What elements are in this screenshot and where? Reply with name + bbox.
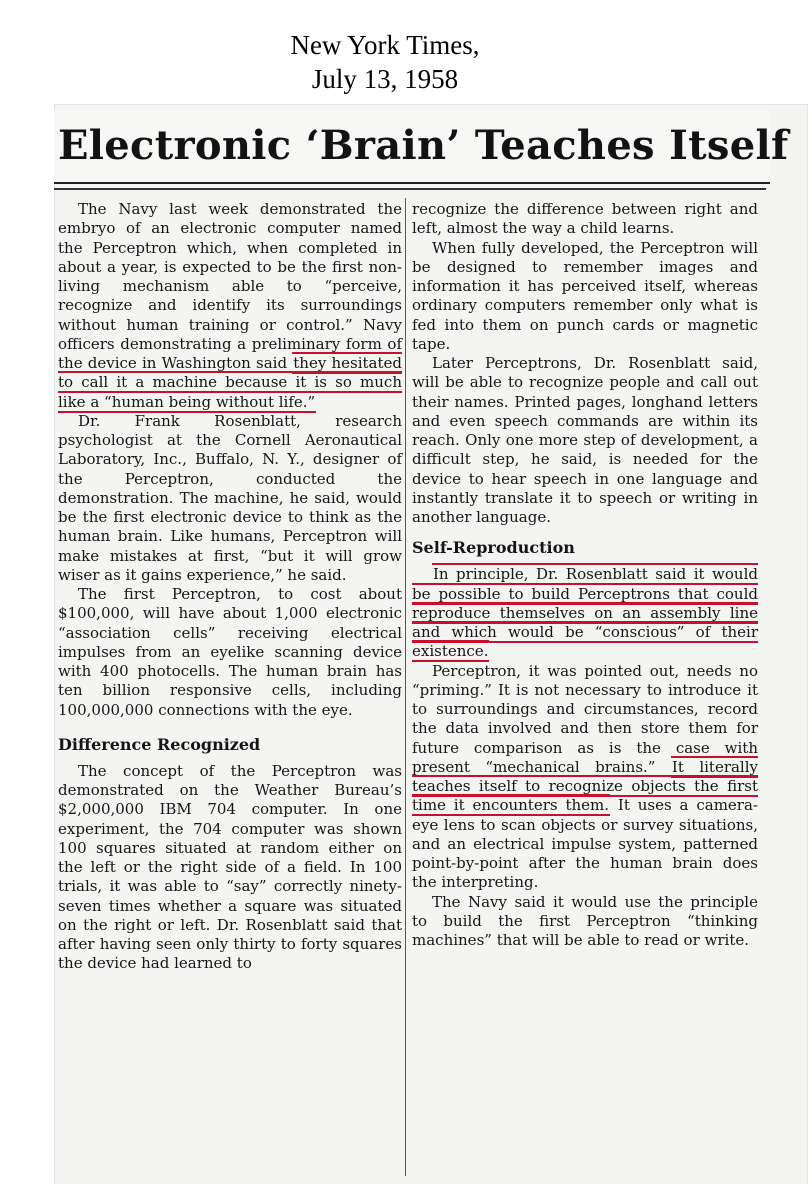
headline: Electronic ‘Brain’ Teaches Itself [58,122,789,169]
paragraph: recognize the difference between right and left, almost the way a child learns. [412,200,758,238]
paragraph: Later Perceptrons, Dr. Rosenblatt said, will be able to recognize people and call out their names. Printed pages, longhand letters and even speech commands are within its reach. Only one more step of development, a difficult step, he said, is needed for the device to hear speech in one language and instantly translate it to speech or writing in another language. [412,354,758,526]
paragraph: The first Perceptron, to cost about $100,000, will have about 1,000 electronic “association cells” receiving electrical impulses from an eyelike scanning device with 400 photocells. The human brain has ten billion responsive cells, including 100,000,000 connections with the eye. [58,585,402,719]
paragraph: When fully developed, the Perceptron will be designed to remember images and information it has perceived itself, whereas ordinary computers remember only what is fed into them on punch cards or magnetic tape. [412,238,758,353]
column-divider [405,198,406,1176]
paragraph: The Navy said it would use the principle to build the first Perceptron “thinking machines” that will be able to read or write. [412,892,758,949]
paragraph-text: Perceptron, it was pointed out, needs no “priming.” It is not necessary to introduce it to surroundings and circumstances, record the data involved and then store them for future comparison as is the case with present “mechanical brains.” [412,661,758,776]
paragraph [58,200,402,412]
paragraph: The concept of the Perceptron was demonstrated on the Weather Bureau’s $2,000,000 IBM 704 computer. In one experiment, the 704 computer was shown 100 squares situated at random either on the left or the right side of a field. In 100 trials, it was able to “say” correctly ninety-seven times whether a square was situated on the right or left. Dr. Rosenblatt said that after having seen only thirty to forty squares the device had learned to [58,761,402,973]
paragraph-text: The Navy last week demonstrated the embryo of an electronic computer named the Perceptron which, when completed in about a year, is expected to be the first non-living mechanism able to “perceive, recognize and identify its surroundings without human training or control.” Navy officers demonstrating a preliminary form of the device in Washington said [58,200,402,372]
paragraph-text: It uses a camera-eye lens to scan objects or survey situations, and an electrical impulse system, patterned point-by-point after the human brain does the interpreting. [412,796,758,892]
paragraph [412,662,758,893]
highlighted-text: It literally teaches itself to recognize objects the first time it encounters them. [412,757,758,815]
page-bottom-margin [54,1184,808,1200]
caption [0,28,770,96]
paragraph: Dr. Frank Rosenblatt, research psychologist at the Cornell Aeronautical Laboratory, Inc., Buffalo, N. Y., designer of the Perceptron, conducted the demonstration. The machine, he said, would be the first electronic device to think as the human brain. Like humans, Perceptron will make mistakes at first, “but it will grow wiser as it gains experience,” he said. [58,411,402,584]
article-column-left [58,200,402,974]
headline-rule [54,188,766,190]
caption-date: July 13, 1958 [311,64,459,94]
subheading: Self-Reproduction [412,538,575,558]
subheading: Difference Recognized [58,734,261,754]
caption-publication: New York Times, [290,30,480,60]
paragraph [412,565,758,661]
article-column-right [412,200,758,950]
highlighted-text: In principle, Dr. Rosenblatt said it would be possible to build Perceptrons that could reproduce themselves on an assembly line and which would be “conscious” of their existence. [412,565,758,661]
highlighted-text: they hesitated to call it a machine because it is so much like a “human being without life.” [58,354,402,411]
